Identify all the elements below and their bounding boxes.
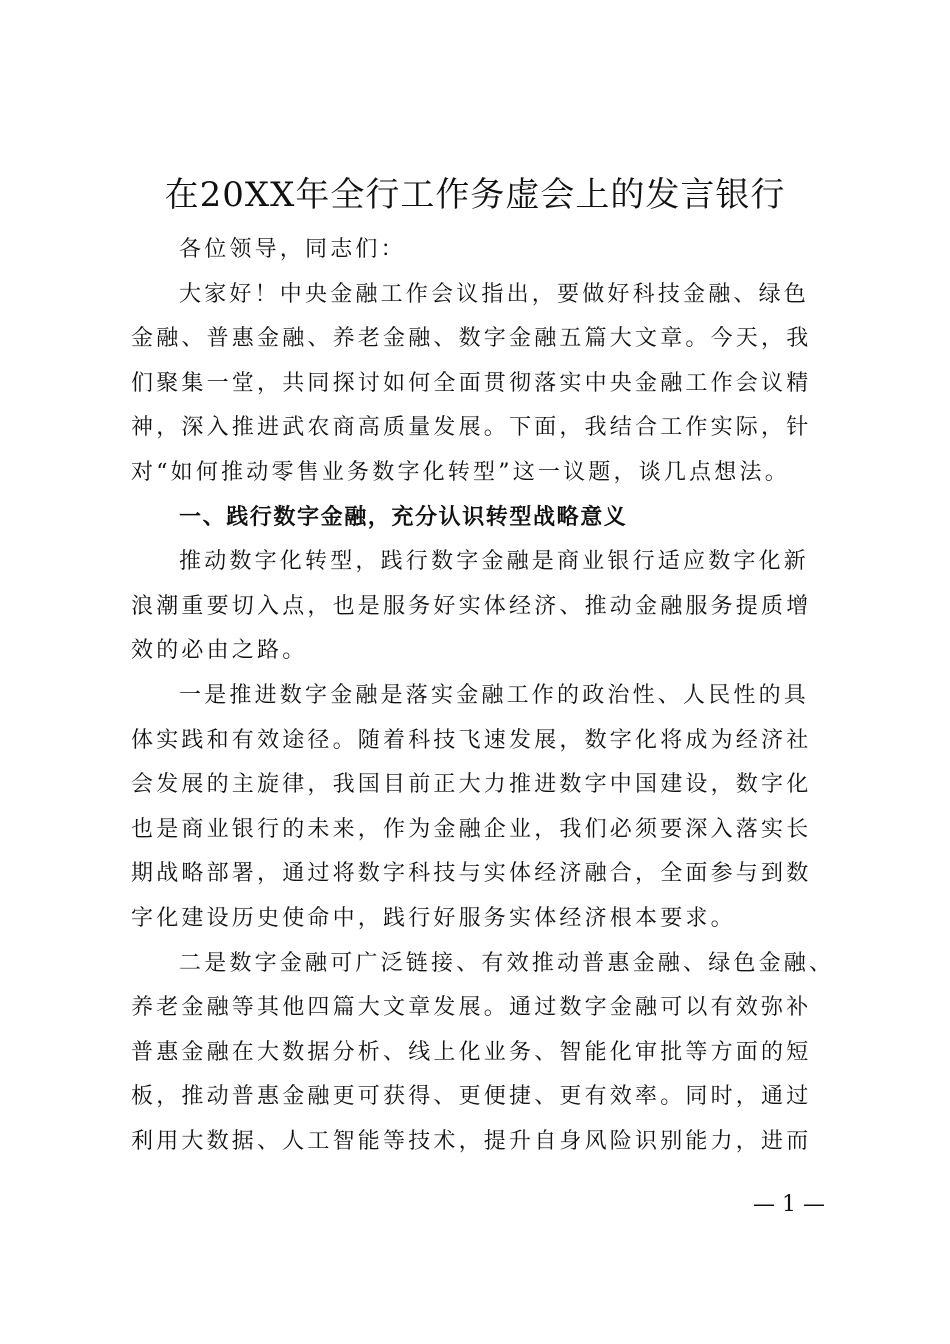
paragraph-line: 二是数字金融可广泛链接、有效推动普惠金融、绿色金融、: [179, 950, 835, 976]
paragraph-line: 字化建设历史使命中，践行好服务实体经济根本要求。: [131, 905, 736, 931]
paragraph-line: 们聚集一堂，共同探讨如何全面贯彻落实中央金融工作会议精: [131, 370, 812, 396]
paragraph-line: 会发展的主旋律，我国目前正大力推进数字中国建设，数字化: [131, 772, 812, 798]
salutation-line: 各位领导，同志们：: [179, 237, 406, 262]
page-number: — 1 —: [753, 1192, 825, 1217]
document-body: [131, 228, 835, 1164]
paragraph-line: 普惠金融在大数据分析、线上化业务、智能化审批等方面的短: [131, 1039, 812, 1065]
paragraph-line: 体实践和有效途径。随着科技飞速发展，数字化将成为经济社: [131, 727, 812, 753]
paragraph-line: 利用大数据、人工智能等技术，提升自身风险识别能力，进而: [131, 1128, 812, 1154]
paragraph-line: 浪潮重要切入点，也是服务好实体经济、推动金融服务提质增: [131, 593, 812, 619]
paragraph-line: 对“如何推动零售业务数字化转型”这一议题，谈几点想法。: [131, 459, 790, 485]
paragraph-line: 也是商业银行的未来，作为金融企业，我们必须要深入落实长: [131, 816, 812, 842]
section-heading: 一、践行数字金融，充分认识转型战略意义: [179, 504, 628, 530]
paragraph-line: 期战略部署，通过将数字科技与实体经济融合，全面参与到数: [131, 861, 812, 887]
paragraph-line: 大家好！中央金融工作会议指出，要做好科技金融、绿色: [179, 281, 810, 307]
paragraph-line: 效的必由之路。: [131, 638, 308, 664]
paragraph-line: 金融、普惠金融、养老金融、数字金融五篇大文章。今天，我: [131, 326, 812, 352]
paragraph-line: 神，深入推进武农商高质量发展。下面，我结合工作实际，针: [131, 415, 812, 441]
paragraph-line: 一是推进数字金融是落实金融工作的政治性、人民性的具: [179, 682, 810, 708]
paragraph-line: 推动数字化转型，践行数字金融是商业银行适应数字化新: [179, 549, 810, 575]
paragraph-line: 养老金融等其他四篇大文章发展。通过数字金融可以有效弥补: [131, 995, 812, 1021]
paragraph-line: 板，推动普惠金融更可获得、更便捷、更有效率。同时，通过: [131, 1084, 812, 1110]
document-title: 在20XX年全行工作务虚会上的发言银行: [164, 175, 786, 215]
